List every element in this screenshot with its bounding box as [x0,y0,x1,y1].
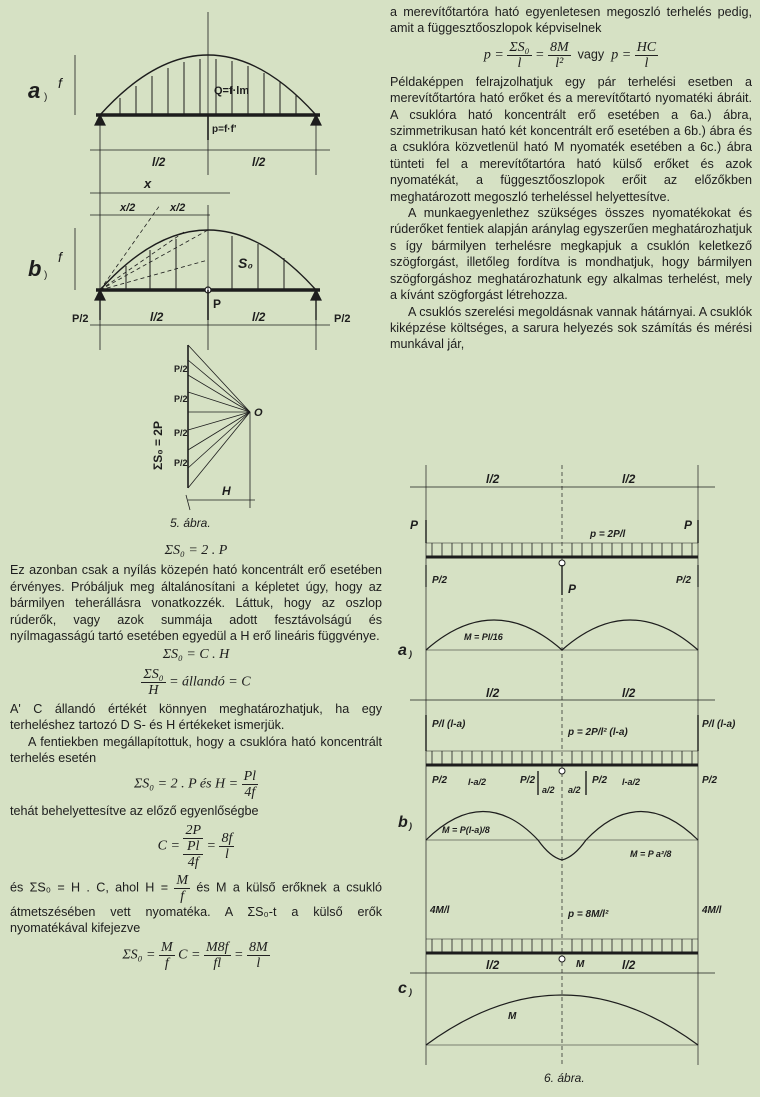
svg-text:): ) [409,987,412,997]
svg-text:f: f [58,249,62,265]
fig5-label-b: b [28,256,42,281]
svg-text:P/2: P/2 [520,775,536,786]
svg-text:l/2: l/2 [486,686,500,700]
l2-a1: l/2 [152,155,166,169]
p-6b: p = 2P/l² (l-a) [568,727,628,738]
svg-text:P/2: P/2 [174,428,188,438]
svg-text:M: M [508,1011,517,1022]
left-column [10,540,382,974]
pole-o: O [254,407,263,419]
q-label: Q=f·lm [214,85,250,97]
fig6-label-a: a [398,642,407,659]
h-label: H [222,484,231,498]
sum-axis-label: ΣS₀ = 2P [151,421,165,470]
svg-text:): ) [44,92,48,103]
svg-text:P: P [410,518,419,532]
equation-final: ΣS₀ = $\frac{M}{f}$ C = $\frac{M8f}{fl}$ = $\frac{8M}{l}$ [122,939,268,971]
equation-h: ΣS₀ = 2 . P és H = $\frac{Pl}{4f}$ [133,769,257,801]
x2-2: x/2 [170,202,186,214]
equation-ch: ΣS₀ = C . H [162,647,230,663]
svg-text:P/2: P/2 [174,458,188,468]
m4l-2: 4M/l [702,905,722,916]
right-para-1: a merevítőtartóra ható egyenletesen megoszló terhelés pedig, amit a függesztőoszlopok képviselnek [390,5,752,36]
svg-text:P/2: P/2 [174,394,188,404]
m-6a: M = Pl/16 [464,632,503,642]
l2-6a-1: l/2 [486,472,500,486]
svg-text:l-a/2: l-a/2 [622,777,641,787]
m-6b-2: M = P a²/8 [630,849,672,859]
equation-c: C = 2P Pl 4f = $\frac{8f}{l}$ [157,822,233,870]
svg-text:P/2: P/2 [592,775,608,786]
left-para-2: A' C állandó értékét könnyen meghatározhatjuk, ha egy terheléshez tartozó D S- és H értékeket ismerjük. [10,701,382,733]
m-6c: M [576,959,585,970]
right-column [390,4,752,353]
equation-p: p = $\frac{\text{ΣS₀}}{l}$ = $\frac{8M}{\text{l²}}$ vagy p = $\frac{HC}{l}$ [483,39,657,71]
svg-text:l/2: l/2 [622,958,636,972]
equation-const: $\frac{\text{ΣS₀}}{H}$ = állandó = C [143,666,251,698]
pl-6b-1: P/l (l-a) [432,719,466,730]
svg-text:): ) [409,649,412,659]
p-6c: p = 8M/l² [568,909,609,920]
svg-text:): ) [409,821,412,831]
svg-text:P/2: P/2 [702,775,718,786]
equation-sum: ΣS₀ = 2 . P [164,543,228,558]
figure-5 [0,0,385,540]
l2-b2: l/2 [252,310,266,324]
pf-label: p=f·f' [212,124,237,135]
svg-text:): ) [44,270,48,281]
m4l-1: 4M/l [430,905,450,916]
x2-1: x/2 [120,202,136,214]
svg-text:P: P [684,518,693,532]
m-6b-1: M = P(l-a)/8 [442,825,490,835]
p2-left: P/2 [72,313,89,325]
pl-6b-2: P/l (l-a) [702,719,736,730]
right-para-4: A csuklós szerelési megoldásnak vannak hátárnyai. A csuklók kiképzése költséges, a sarura helyezés sok számítás és mérési munkával jár, [390,304,752,352]
svg-text:P: P [568,582,577,596]
figure-6 [390,465,760,1097]
right-para-2: Példaképpen felrajzolhatjuk egy pár terhelési esetben a merevítőtartóra ható erőket és a merevítőtartó nyomatéki ábráit. A csuklóra ható koncentrált erő esetében a 6a.) ábra, szimmetrikusan ható két koncentrált erő esetében a 6b.) ábra és a csuklóra közvetlenül ható M nyomaték esetében a 6c.) ábra tünteti fel a merevítőtartóra ható külső erőket és azok nyomatékát, a függesztőoszlopok erőit az előzőkben meghatározott megoszló terheléssel helyettesítve. [390,74,752,204]
left-para-1: Ez azonban csak a nyílás közepén ható koncentrált erő esetében érvényes. Próbáljuk meg általánosítani a képletet úgy, hogy az bármilyen teherállásra vonatkozzék. Láttuk, hogy az oszlop rúderők, vagy azok summája adott fesztávolságú és nyílmagasságú tartó esetében egyedül a H erő lineáris függvénye. [10,563,382,644]
svg-text:P/2: P/2 [174,364,188,374]
left-para-4: tehát behelyettesítve az előző egyenlőségbe [10,804,259,819]
fig6-label-b: b [398,814,408,831]
left-para-5: és ΣS₀ = H . C, ahol H = $\frac{M}{f}$ és M a külső erőknek a csukló átmetszésében vett nyomatéka. A ΣS₀-t a külső erők nyomatékával kifejezve [10,872,383,936]
svg-text:a/2: a/2 [568,785,581,795]
l2-6a-2: l/2 [622,472,636,486]
fig5-caption: 5. ábra. [170,516,211,530]
svg-text:a/2: a/2 [542,785,555,795]
f-label: f [58,75,62,91]
svg-text:l/2: l/2 [486,958,500,972]
svg-text:l/2: l/2 [622,686,636,700]
l2-b1: l/2 [150,310,164,324]
fig6-label-c: c [398,980,407,997]
svg-text:l-a/2: l-a/2 [468,777,487,787]
left-para-3: A fentiekben megállapítottuk, hogy a csuklóra ható koncentrált terhelés esetén [10,734,382,766]
svg-text:P/2: P/2 [432,575,448,586]
svg-text:P/2: P/2 [676,575,692,586]
l2-a2: l/2 [252,155,266,169]
p2-right: P/2 [334,313,351,325]
p-label-5b: P [213,297,222,311]
s0-label: S₀ [238,255,253,271]
fig6-caption: 6. ábra. [544,1071,585,1085]
fig5-label-a: a [28,78,41,103]
svg-text:P/2: P/2 [432,775,448,786]
x-label: x [144,176,152,191]
p-6a: p = 2P/l [590,529,626,540]
right-para-3: A munkaegyenlethez szükséges összes nyomatékokat és rúderőket fentiek alapján aránylag egyszerűen meghatározhatjuk s így bármilyen terhelésre megkapjuk a csuklón keletkező szögforgást, illetőleg fordítva is mondhatjuk, hogy bármilyen szögforgáshoz meghatározhatunk egy alkalmas terhelést, mely a kívánt szögforgást létrehozza. [390,206,752,303]
